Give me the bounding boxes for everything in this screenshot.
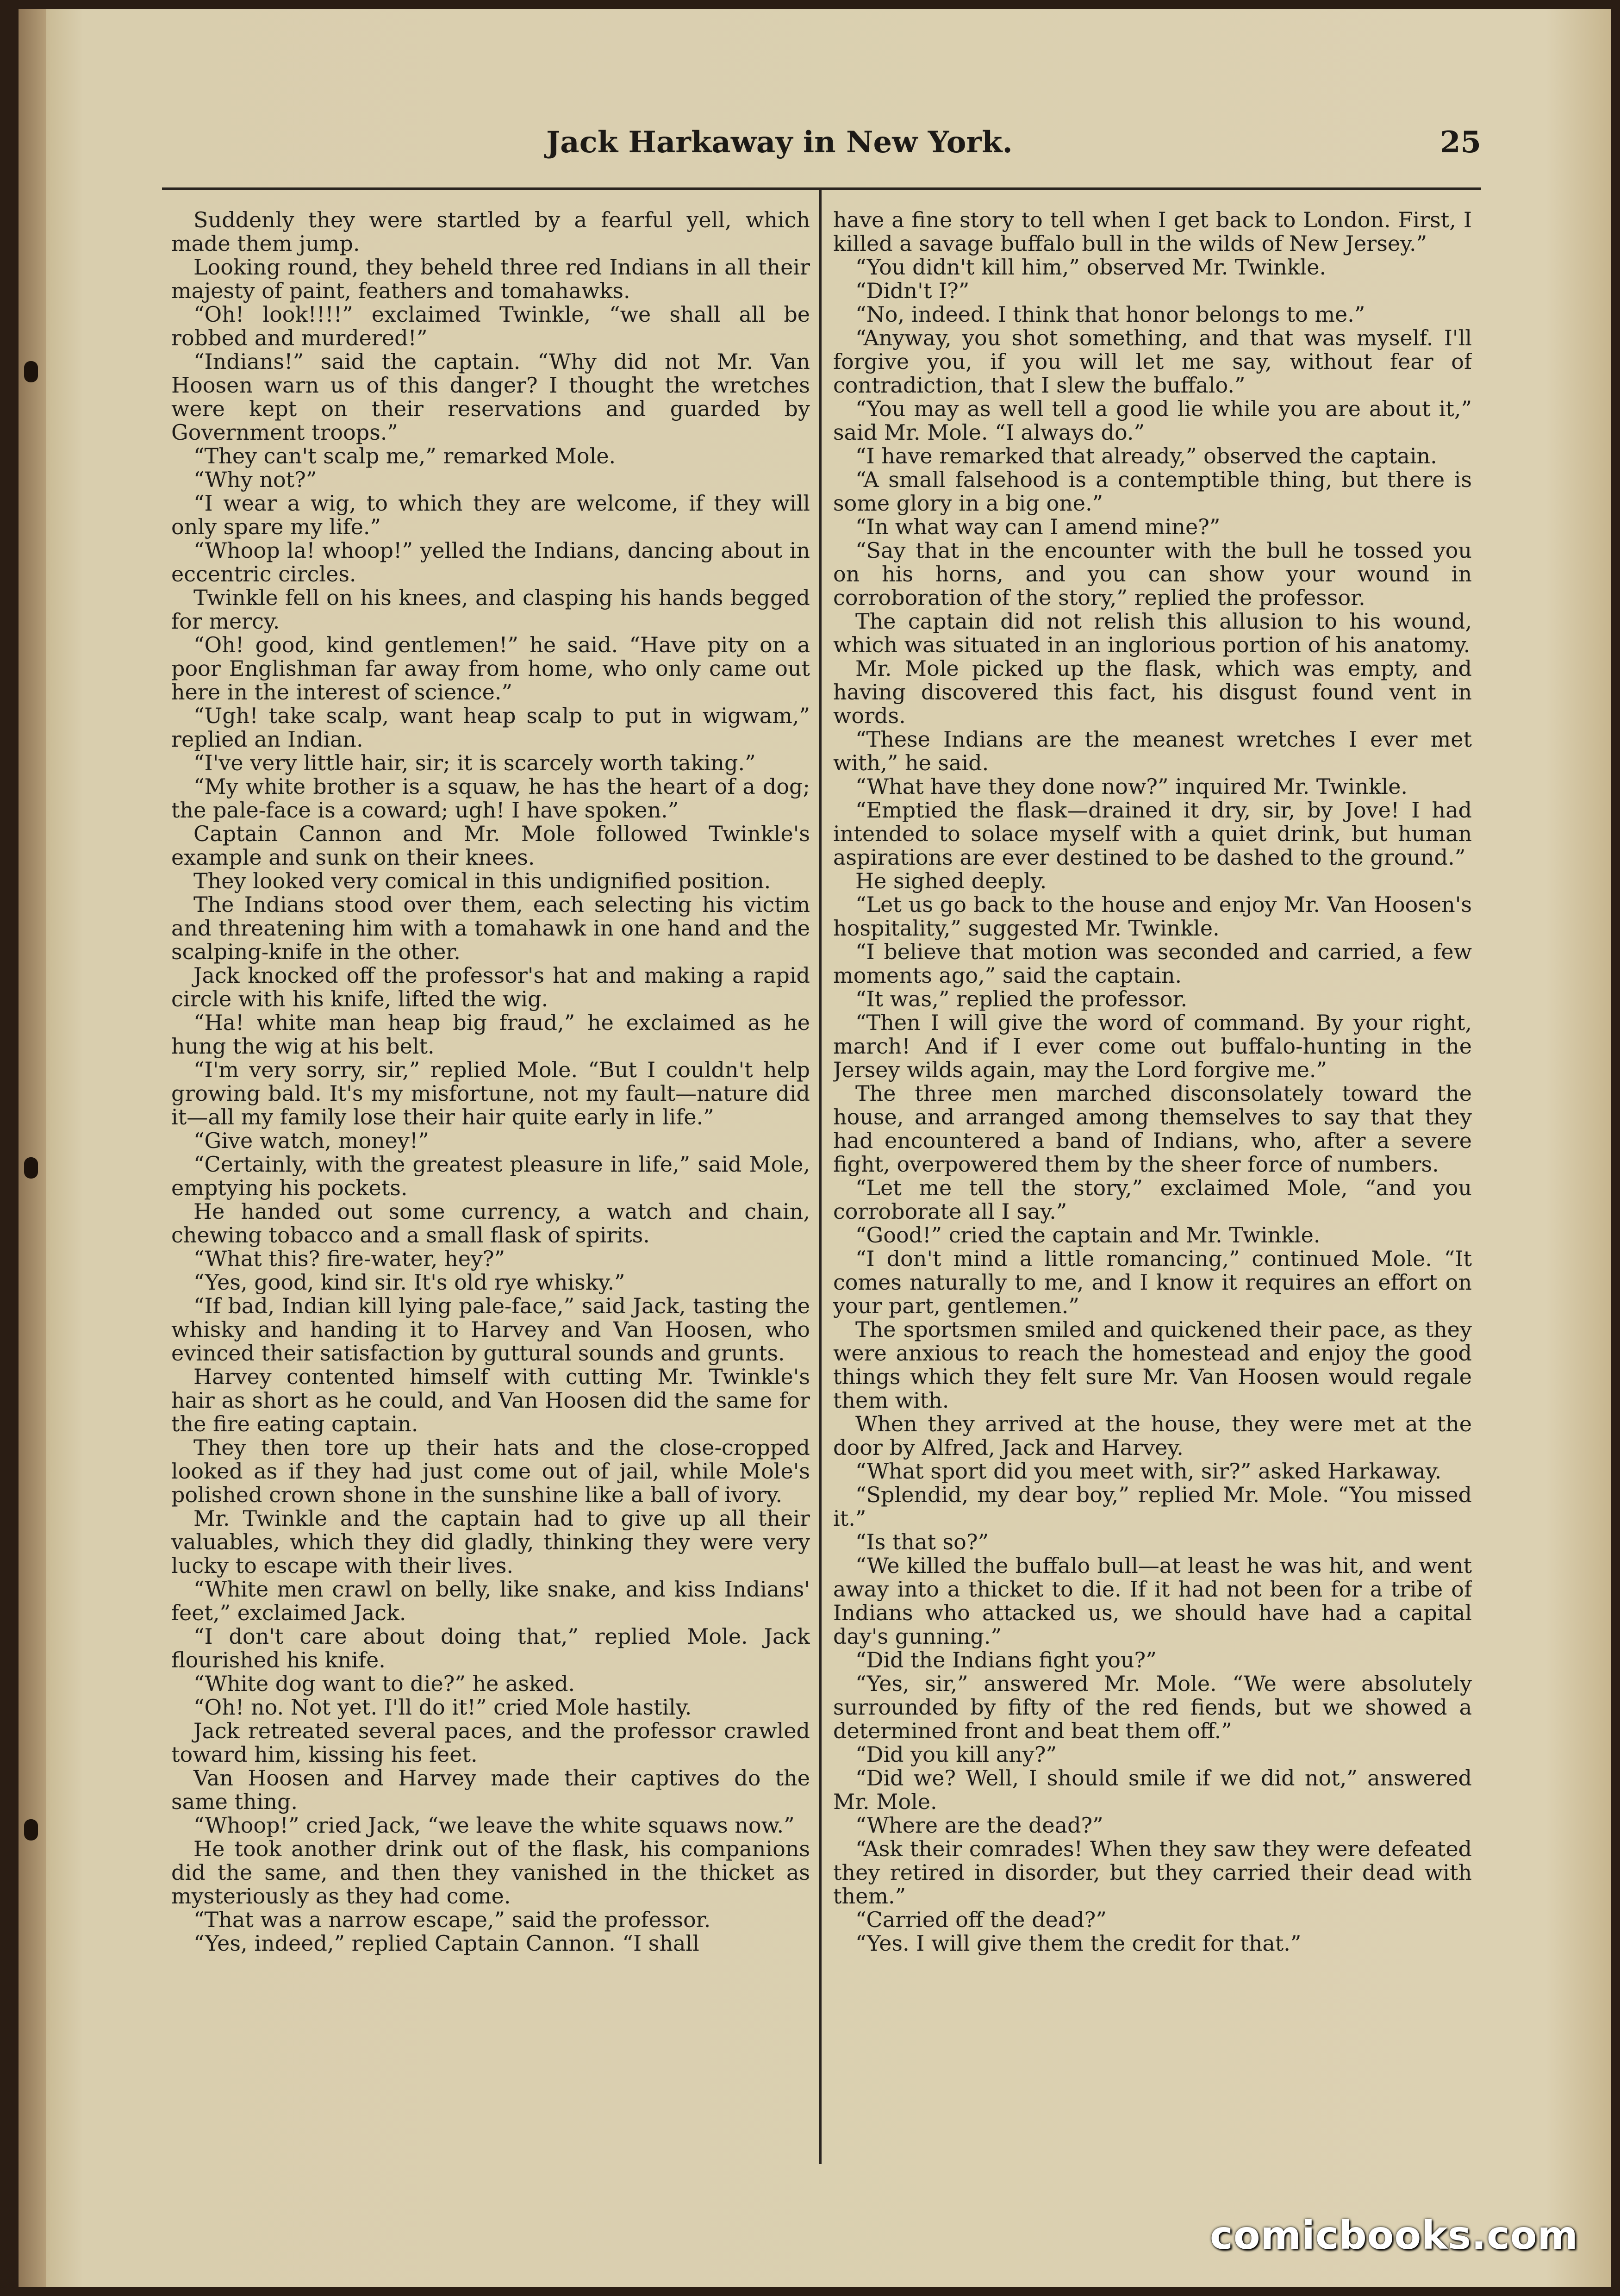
paragraph: “Let me tell the story,” exclaimed Mole, “and you corroborate all I say.”	[833, 1175, 1472, 1224]
paragraph: “Carried off the dead?”	[855, 1907, 1107, 1932]
paragraph: “Ha! white man heap big fraud,” he exclaimed as he hung the wig at his belt.	[171, 1010, 810, 1059]
paragraph: Van Hoosen and Harvey made their captives do the same thing.	[171, 1766, 810, 1814]
paragraph: “You didn't kill him,” observed Mr. Twinkle.	[855, 255, 1327, 280]
paragraph: “These Indians are the meanest wretches I ever met with,” he said.	[833, 727, 1472, 775]
paragraph: “Did you kill any?”	[855, 1742, 1057, 1767]
paragraph: “Indians!” said the captain. “Why did not Mr. Van Hoosen warn us of this danger? I thought the wretches were kept on their reservations and guarded by Government troops.”	[171, 349, 810, 445]
page-binding	[19, 9, 46, 2287]
paragraph: “I've very little hair, sir; it is scarcely worth taking.”	[193, 750, 756, 775]
running-title: Jack Harkaway in New York.	[546, 125, 1013, 160]
paragraph: have a fine story to tell when I get back to London. First, I killed a savage buffalo bull in the wilds of New Jersey.”	[833, 208, 1472, 256]
paragraph: “Where are the dead?”	[855, 1813, 1103, 1838]
paragraph: “Good!” cried the captain and Mr. Twinkle.	[855, 1223, 1321, 1248]
paragraph: “You may as well tell a good lie while you are about it,” said Mr. Mole. “I always do.”	[833, 396, 1472, 445]
binding-hole	[24, 361, 38, 382]
binding-hole	[24, 1819, 38, 1841]
paragraph: Twinkle fell on his knees, and clasping his hands begged for mercy.	[171, 585, 810, 634]
paragraph: The sportsmen smiled and quickened their pace, as they were anxious to reach the homestead and enjoy the good things which they felt sure Mr. Van Hoosen would regale them with.	[833, 1317, 1472, 1413]
paragraph: “Did we? Well, I should smile if we did not,” answered Mr. Mole.	[833, 1766, 1472, 1814]
paragraph: “I have remarked that already,” observed the captain.	[855, 443, 1437, 468]
paragraph: “Anyway, you shot something, and that was myself. I'll forgive you, if you will let me say, without fear of contradiction, that I slew the buffalo.”	[833, 325, 1472, 398]
paragraph: “Whoop!” cried Jack, “we leave the white squaws now.”	[193, 1813, 795, 1838]
paragraph: “Say that in the encounter with the bull he tossed you on his horns, and you can show your wound in corroboration of the story,” replied the professor.	[833, 538, 1472, 610]
paragraph: “I believe that motion was seconded and carried, a few moments ago,” said the captain.	[833, 939, 1472, 988]
paragraph: Mr. Mole picked up the flask, which was empty, and having discovered this fact, his disgust found vent in words.	[833, 656, 1472, 728]
paragraph: “What sport did you meet with, sir?” asked Harkaway.	[855, 1459, 1442, 1484]
paragraph: “Yes, sir,” answered Mr. Mole. “We were absolutely surrounded by fifty of the red fiends, but we showed a determined front and beat them off.”	[833, 1671, 1472, 1743]
paragraph: “What this? fire-water, hey?”	[193, 1246, 505, 1271]
paragraph: “Yes, good, kind sir. It's old rye whisky.”	[193, 1270, 625, 1295]
paragraph: “Ugh! take scalp, want heap scalp to put in wigwam,” replied an Indian.	[171, 703, 810, 752]
watermark: comicbooks.com	[1210, 2213, 1578, 2258]
paragraph: “I don't mind a little romancing,” continued Mole. “It comes naturally to me, and I know it requires an effort on your part, gentlemen.”	[833, 1246, 1472, 1318]
paragraph: “Give watch, money!”	[193, 1128, 429, 1153]
paragraph: Looking round, they beheld three red Indians in all their majesty of paint, feathers and tomahawks.	[171, 255, 810, 303]
binding-hole	[24, 1157, 38, 1179]
paragraph: Jack retreated several paces, and the professor crawled toward him, kissing his feet.	[171, 1718, 810, 1767]
paragraph: “Did the Indians fight you?”	[855, 1647, 1157, 1672]
right-column	[833, 208, 1472, 2166]
paragraph: Harvey contented himself with cutting Mr. Twinkle's hair as short as he could, and Van Hoosen did the same for the fire eating captain.	[171, 1364, 810, 1436]
paragraph: He sighed deeply.	[855, 868, 1047, 893]
paragraph: “If bad, Indian kill lying pale-face,” said Jack, tasting the whisky and handing it to Harvey and Van Hoosen, who evinced their satisfaction by guttural sounds and grunts.	[171, 1293, 810, 1366]
header-rule	[162, 187, 1481, 190]
paragraph: “I don't care about doing that,” replied Mole. Jack flourished his knife.	[171, 1624, 810, 1672]
paragraph: “It was,” replied the professor.	[855, 986, 1188, 1011]
paragraph: “Oh! look!!!!” exclaimed Twinkle, “we shall all be robbed and murdered!”	[171, 302, 810, 350]
paragraph: He took another drink out of the flask, his companions did the same, and then they vanished in the thicket as mysteriously as they had come.	[171, 1836, 810, 1909]
paragraph: “Let us go back to the house and enjoy Mr. Van Hoosen's hospitality,” suggested Mr. Twinkle.	[833, 892, 1472, 941]
paragraph: “Oh! no. Not yet. I'll do it!” cried Mole hastily.	[193, 1695, 692, 1720]
paragraph: “Yes, indeed,” replied Captain Cannon. “I shall	[193, 1931, 699, 1956]
paragraph: “My white brother is a squaw, he has the heart of a dog; the pale-face is a coward; ugh! I have spoken.”	[171, 774, 810, 823]
paragraph: “I wear a wig, to which they are welcome, if they will only spare my life.”	[171, 491, 810, 539]
paragraph: The three men marched disconsolately toward the house, and arranged among themselves to say that they had encountered a band of Indians, who, after a severe fight, overpowered them by the sheer force of numbers.	[833, 1081, 1472, 1177]
page-header	[167, 116, 1481, 176]
column-divider	[819, 187, 822, 2164]
paragraph: “Didn't I?”	[855, 278, 970, 303]
paragraph: “What have they done now?” inquired Mr. Twinkle.	[855, 774, 1408, 799]
paragraph: “They can't scalp me,” remarked Mole.	[193, 443, 616, 468]
paragraph: “White dog want to die?” he asked.	[193, 1671, 575, 1696]
paragraph: “Why not?”	[193, 467, 317, 492]
paragraph: “Ask their comrades! When they saw they were defeated they retired in disorder, but they carried their dead with them.”	[833, 1836, 1472, 1909]
paragraph: They looked very comical in this undignified position.	[193, 868, 771, 893]
paragraph: “We killed the buffalo bull—at least he was hit, and went away into a thicket to die. If it had not been for a tribe of Indians who attacked us, we should have had a capital day's gunning.”	[833, 1553, 1472, 1649]
paragraph: He handed out some currency, a watch and chain, chewing tobacco and a small flask of spirits.	[171, 1199, 810, 1248]
paragraph: The captain did not relish this allusion to his wound, which was situated in an inglorious portion of his anatomy.	[833, 609, 1472, 657]
left-column	[171, 208, 810, 2166]
paragraph: “Is that so?”	[855, 1529, 989, 1554]
paragraph: “Whoop la! whoop!” yelled the Indians, dancing about in eccentric circles.	[171, 538, 810, 586]
paragraph: “Splendid, my dear boy,” replied Mr. Mole. “You missed it.”	[833, 1482, 1472, 1531]
paragraph: “Certainly, with the greatest pleasure in life,” said Mole, emptying his pockets.	[171, 1152, 810, 1200]
paragraph: They then tore up their hats and the close-cropped looked as if they had just come out of jail, while Mole's polished crown shone in the sunshine like a ball of ivory.	[171, 1435, 810, 1507]
paragraph: When they arrived at the house, they were met at the door by Alfred, Jack and Harvey.	[833, 1411, 1472, 1460]
paragraph: “A small falsehood is a contemptible thing, but there is some glory in a big one.”	[833, 467, 1472, 516]
paragraph: “I'm very sorry, sir,” replied Mole. “But I couldn't help growing bald. It's my misfortune, not my fault—nature did it—all my family lose their hair quite early in life.”	[171, 1057, 810, 1129]
paragraph: “Oh! good, kind gentlemen!” he said. “Have pity on a poor Englishman far away from home, who only came out here in the interest of science.”	[171, 632, 810, 705]
paragraph: Captain Cannon and Mr. Mole followed Twinkle's example and sunk on their knees.	[171, 821, 810, 870]
paragraph: “In what way can I amend mine?”	[855, 514, 1221, 539]
paragraph: “Yes. I will give them the credit for that.”	[855, 1931, 1302, 1956]
paragraph: “No, indeed. I think that honor belongs to me.”	[855, 302, 1365, 327]
paragraph: Jack knocked off the professor's hat and making a rapid circle with his knife, lifted the wig.	[171, 963, 810, 1011]
paragraph: “That was a narrow escape,” said the professor.	[193, 1907, 711, 1932]
paragraph: Suddenly they were startled by a fearful yell, which made them jump.	[171, 208, 810, 256]
paragraph: “White men crawl on belly, like snake, and kiss Indians' feet,” exclaimed Jack.	[171, 1577, 810, 1625]
paragraph: Mr. Twinkle and the captain had to give up all their valuables, which they did gladly, thinking they were very lucky to escape with their lives.	[171, 1506, 810, 1578]
paragraph: The Indians stood over them, each selecting his victim and threatening him with a tomahawk in one hand and the scalping-knife in the other.	[171, 892, 810, 964]
paragraph: “Then I will give the word of command. By your right, march! And if I ever come out buffalo-hunting in the Jersey wilds again, may the Lord forgive me.”	[833, 1010, 1472, 1082]
paragraph: “Emptied the flask—drained it dry, sir, by Jove! I had intended to solace myself with a quiet drink, but human aspirations are ever destined to be dashed to the ground.”	[833, 798, 1472, 870]
page-number: 25	[1439, 125, 1481, 160]
